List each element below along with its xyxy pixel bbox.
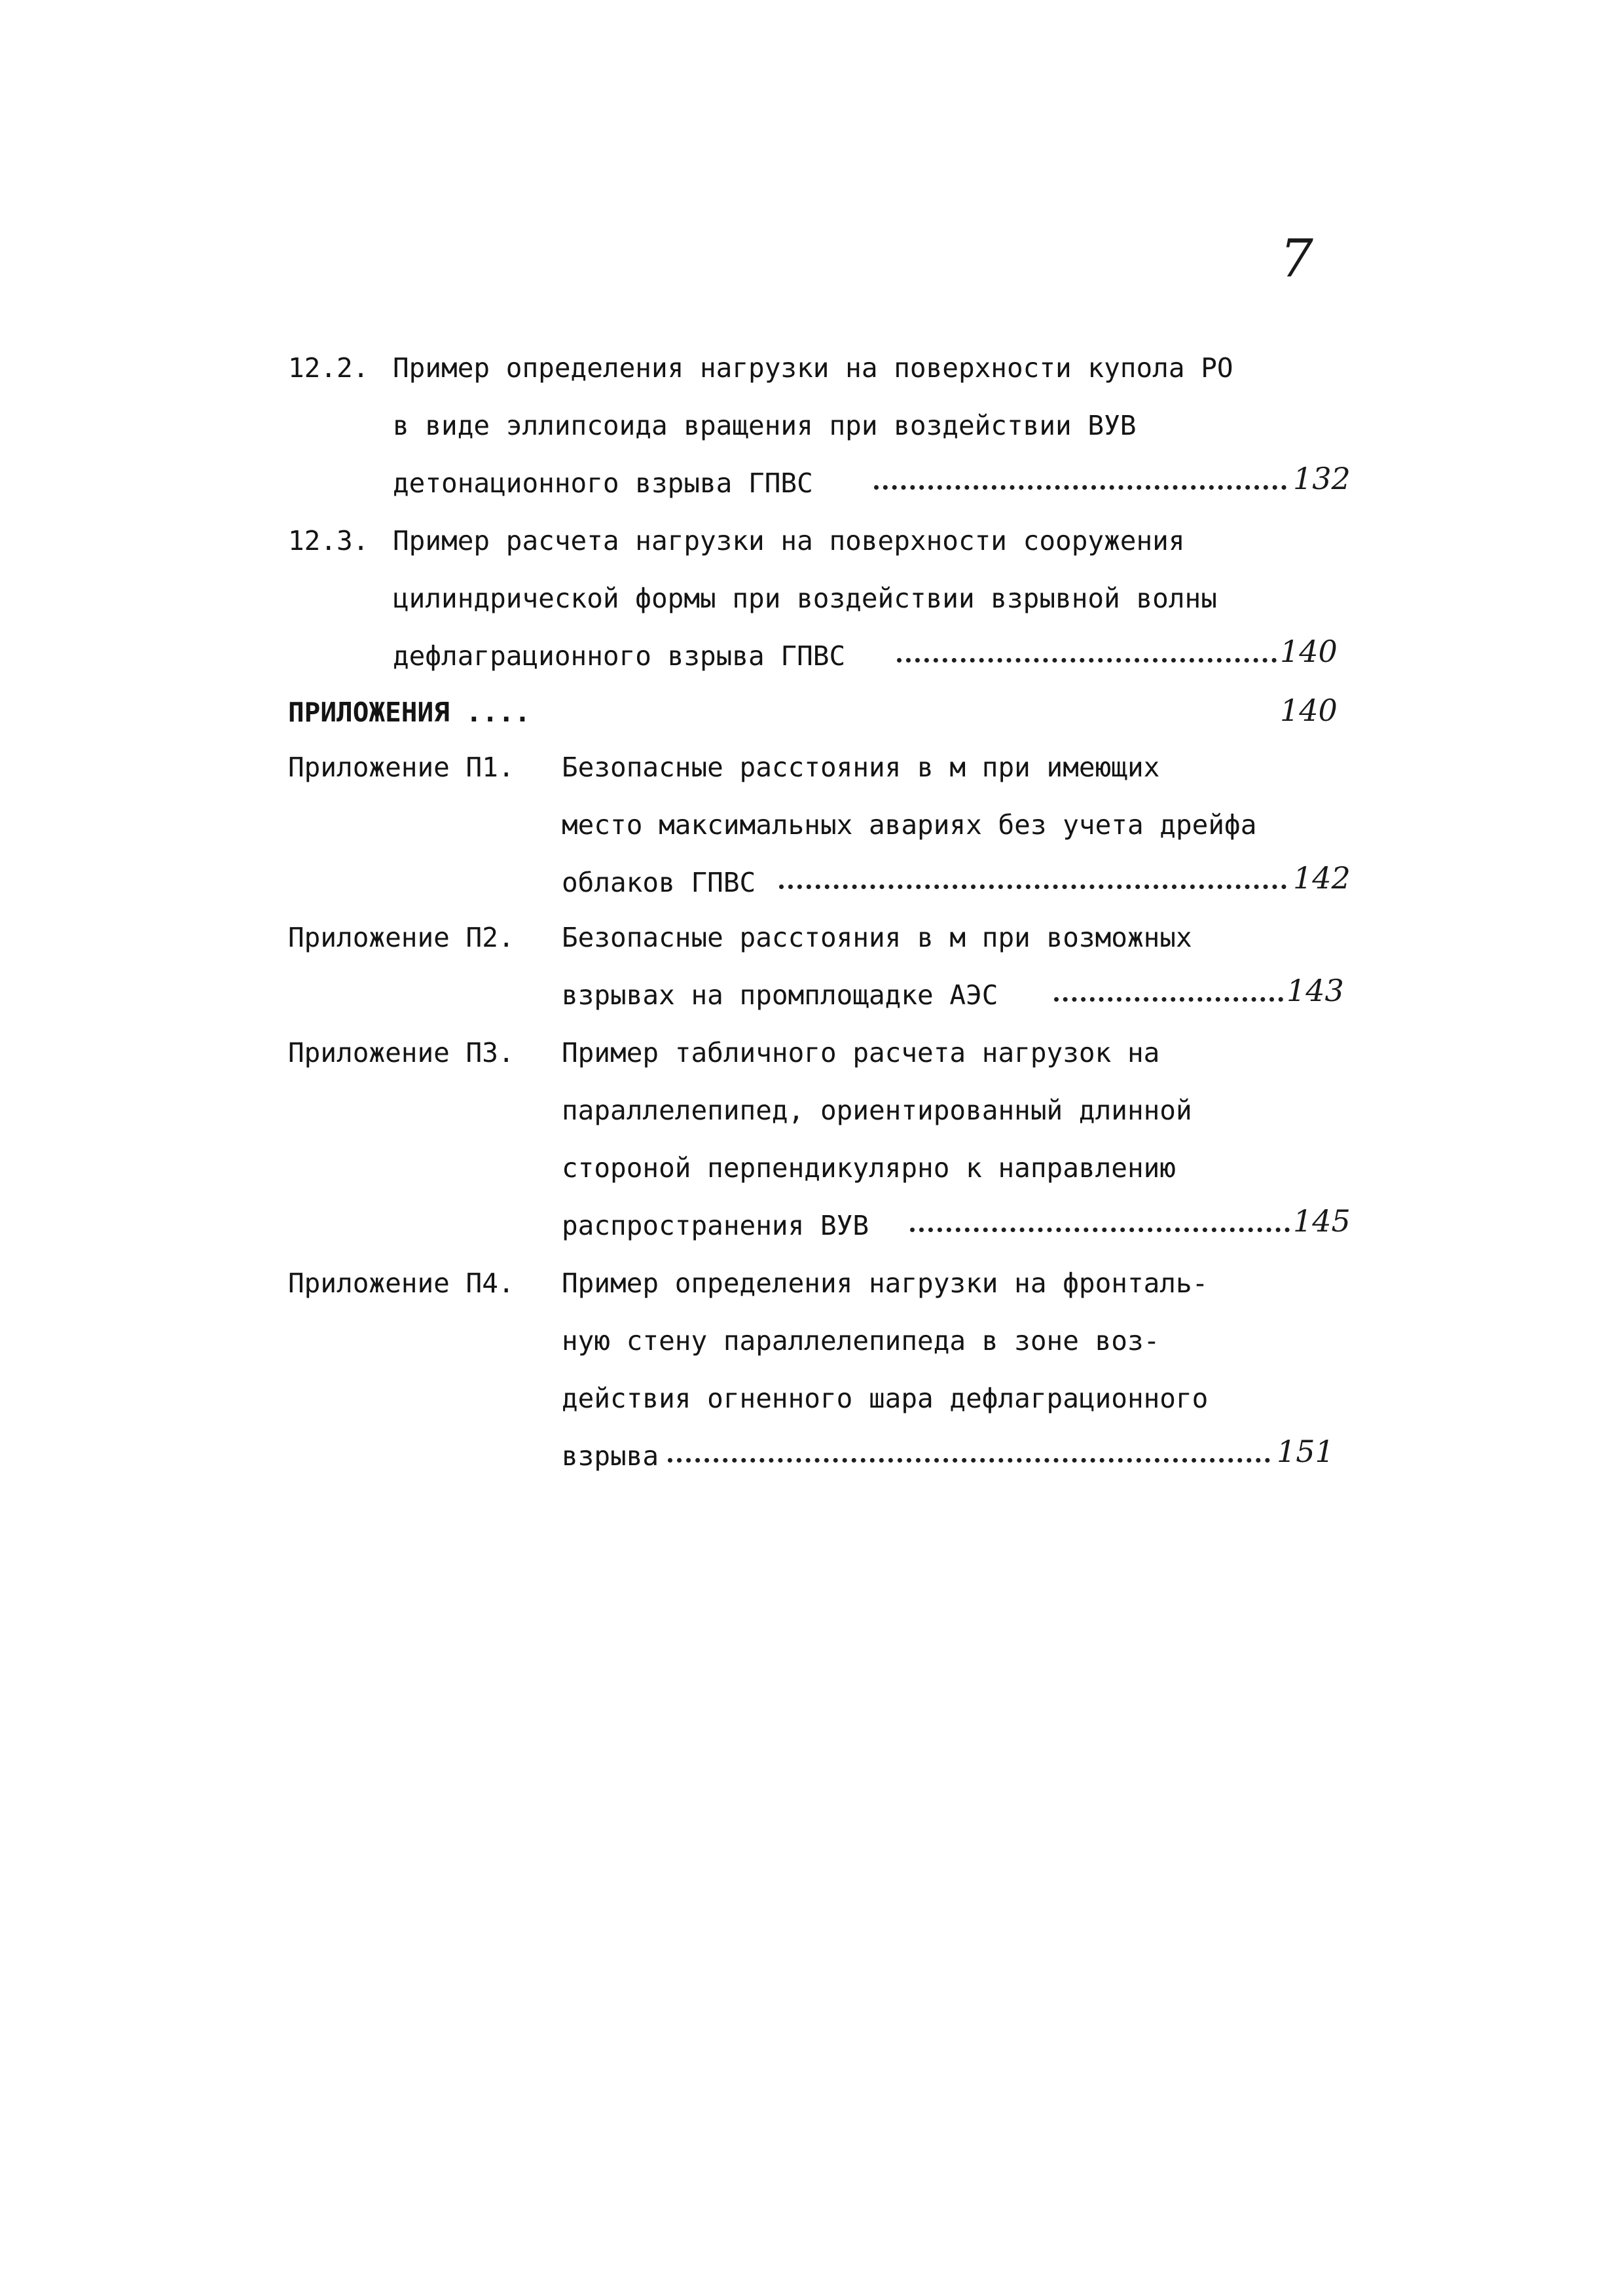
entry-line: Пример расчета нагрузки на поверхности сооружения	[393, 525, 1185, 556]
entry-line: детонационного взрыва ГПВС	[393, 467, 813, 499]
section-number: 12.2.	[288, 352, 369, 384]
entry-line: взрывах на промплощадке АЭС	[562, 979, 998, 1011]
page-number: 7	[1280, 228, 1313, 289]
dot-leader	[897, 658, 1277, 663]
entry-line: стороной перпендикулярно к направлению	[562, 1152, 1176, 1184]
page-ref: 132	[1293, 461, 1351, 496]
entry-line: Пример определения нагрузки на фронталь-	[562, 1267, 1209, 1299]
page-ref: 140	[1280, 693, 1338, 728]
page-ref: 140	[1280, 634, 1338, 669]
appendix-label: Приложение П4.	[288, 1267, 515, 1299]
appendix-label: Приложение П3.	[288, 1037, 515, 1068]
page-ref: 151	[1277, 1434, 1334, 1469]
entry-line: облаков ГПВС	[562, 867, 756, 898]
page-ref: 145	[1293, 1203, 1351, 1239]
appendix-label: Приложение П2.	[288, 922, 515, 953]
dot-leader	[779, 884, 1286, 889]
entry-line: Пример определения нагрузки на поверхности купола РО	[393, 352, 1233, 384]
entry-line: Безопасные расстояния в м при возможных	[562, 922, 1192, 953]
entry-line: параллелепипед, ориентированный длинной	[562, 1095, 1192, 1126]
entry-line: Безопасные расстояния в м при имеющих	[562, 752, 1160, 783]
entry-line: в виде эллипсоида вращения при воздействии ВУВ	[393, 410, 1137, 441]
appendices-heading: ПРИЛОЖЕНИЯ ....	[288, 697, 531, 728]
dot-leader	[910, 1228, 1290, 1232]
entry-line: действия огненного шара дефлаграционного	[562, 1383, 1209, 1414]
entry-line: ную стену параллелепипеда в зоне воз-	[562, 1325, 1160, 1357]
appendix-label: Приложение П1.	[288, 752, 515, 783]
dot-leader	[874, 485, 1286, 490]
dot-leader	[668, 1458, 1270, 1463]
entry-line: дефлаграционного взрыва ГПВС	[393, 640, 846, 672]
section-number: 12.3.	[288, 525, 369, 556]
entry-line: распространения ВУВ	[562, 1210, 869, 1241]
page-ref: 142	[1293, 860, 1351, 896]
entry-line: Пример табличного расчета нагрузок на	[562, 1037, 1160, 1068]
entry-line: место максимальных авариях без учета дрейфа	[562, 809, 1257, 841]
page-ref: 143	[1286, 973, 1344, 1008]
entry-line: цилиндрической формы при воздействии взрывной волны	[393, 583, 1217, 614]
entry-line: взрыва	[562, 1440, 659, 1472]
dot-leader	[1054, 997, 1283, 1002]
